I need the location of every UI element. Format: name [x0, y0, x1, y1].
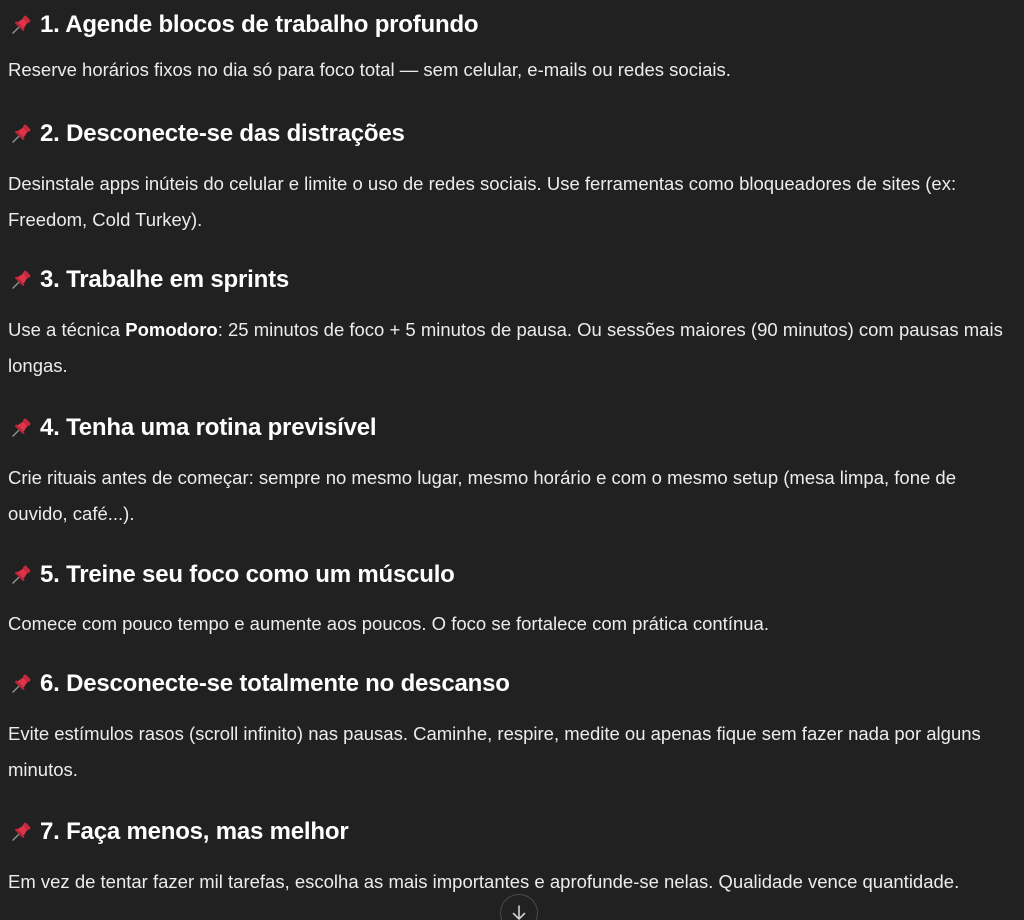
tip-1 — [8, 0, 1008, 104]
tip-6 — [8, 654, 1008, 802]
tip-title: 7. Faça menos, mas melhor — [40, 818, 349, 845]
tip-body-text: : 25 minutos de foco + 5 minutos de pausa. Ou sessões maiores (90 minutos) com pausas mais longas. — [8, 319, 1003, 376]
tip-4 — [8, 398, 1008, 546]
tip-title: 6. Desconecte-se totalmente no descanso — [40, 670, 510, 697]
tip-heading — [8, 802, 1008, 862]
tip-body: Crie rituais antes de começar: sempre no mesmo lugar, mesmo horário e com o mesmo setup (mesa limpa, fone de ouvido, café...). — [8, 467, 957, 524]
pushpin-icon — [8, 121, 34, 147]
pushpin-icon — [8, 819, 34, 845]
pushpin-icon — [8, 671, 34, 697]
tip-title: 5. Treine seu foco como um músculo — [40, 561, 455, 588]
tip-3 — [8, 250, 1008, 398]
tip-body-bold: Pomodoro — [125, 319, 218, 340]
tip-heading — [8, 398, 1008, 458]
tip-title: 2. Desconecte-se das distrações — [40, 120, 405, 147]
pushpin-icon — [8, 562, 34, 588]
tip-body: Evite estímulos rasos (scroll infinito) nas pausas. Caminhe, respire, medite ou apenas fique sem fazer nada por alguns minutos. — [8, 723, 981, 780]
tip-5 — [8, 546, 1008, 654]
tip-heading — [8, 546, 1008, 604]
tip-heading — [8, 654, 1008, 714]
tip-heading — [8, 104, 1008, 164]
tip-body: Reserve horários fixos no dia só para foco total — sem celular, e-mails ou redes sociais. — [8, 59, 731, 80]
tip-heading — [8, 0, 1008, 50]
tip-body-text: Use a técnica — [8, 319, 126, 340]
pushpin-icon — [8, 12, 34, 38]
tip-title: 3. Trabalhe em sprints — [40, 266, 290, 293]
tip-2 — [8, 104, 1008, 250]
arrow-down-icon — [511, 905, 527, 920]
pushpin-icon — [8, 267, 34, 293]
tip-body: Comece com pouco tempo e aumente aos poucos. O foco se fortalece com prática contínua. — [8, 613, 769, 634]
tip-body: Desinstale apps inúteis do celular e limite o uso de redes sociais. Use ferramentas como bloqueadores de sites (ex: Freedom, Cold Turkey). — [8, 173, 957, 230]
tip-title: 1. Agende blocos de trabalho profundo — [40, 11, 479, 38]
pushpin-icon — [8, 415, 34, 441]
tip-title: 4. Tenha uma rotina previsível — [40, 414, 377, 441]
message-content — [8, 0, 1008, 920]
tip-heading — [8, 250, 1008, 310]
tip-body — [8, 310, 1008, 384]
tip-body: Em vez de tentar fazer mil tarefas, escolha as mais importantes e aprofunde-se nelas. Qualidade vence quantidade. — [8, 871, 960, 892]
